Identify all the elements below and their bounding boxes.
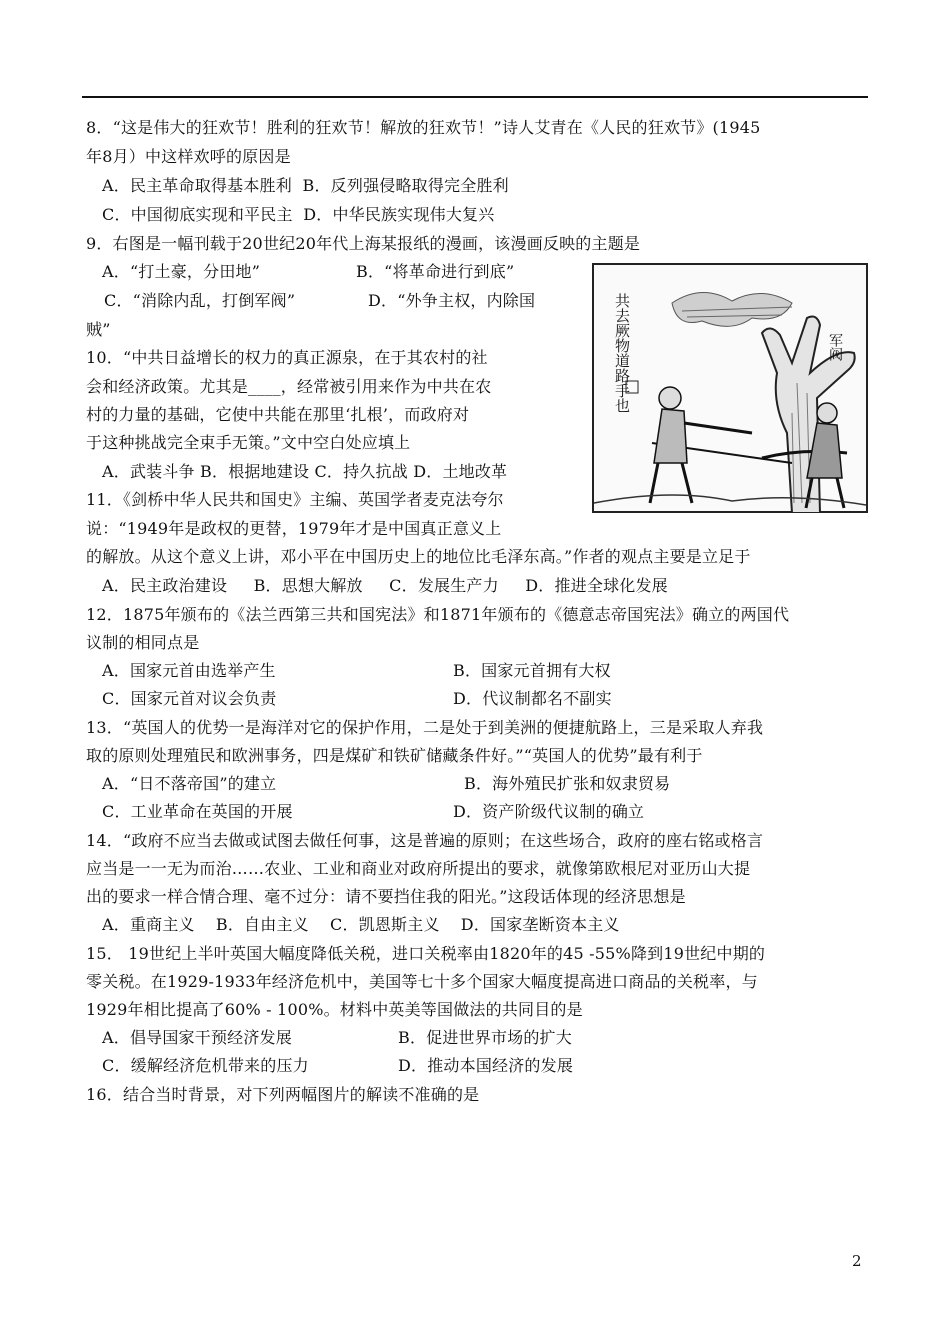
q13-stem-line2: 取的原则处理殖民和欧洲事务，四是煤矿和铁矿储藏条件好。”“英国人的优势”最有利于 [86, 746, 703, 765]
q9-option-b: B．“将革命进行到底” [356, 262, 515, 281]
q10-stem-line2: 会和经济政策。尤其是____，经常被引用来作为中共在农 [86, 377, 492, 396]
q15-stem-line2: 零关税。在1929-1933年经济危机中，美国等七十多个国家大幅度提高进口商品的关税率，与 [86, 972, 758, 991]
q10-stem-line1: 10．“中共日益增长的权力的真正源泉，在于其农村的社 [86, 348, 488, 367]
q8-stem-line2: 年8月）中这样欢呼的原因是 [86, 147, 291, 166]
q13-stem-line1: 13．“英国人的优势一是海洋对它的保护作用，二是处于到美洲的便捷航路上，三是采取人弃我 [86, 718, 764, 737]
q13-option-b: B．海外殖民扩张和奴隶贸易 [464, 774, 671, 793]
q14-options: A．重商主义 B．自由主义 C．凯恩斯主义 D．国家垄断资本主义 [102, 915, 620, 934]
q12-option-a: A．国家元首由选举产生 [102, 661, 276, 680]
q8-options-row2: C．中国彻底实现和平民主 D．中华民族实现伟大复兴 [102, 205, 495, 224]
q9-option-d: D．“外争主权，内除国 [368, 291, 536, 310]
q11-stem-line3: 的解放。从这个意义上讲，邓小平在中国历史上的地位比毛泽东高。”作者的观点主要是立足于 [86, 547, 751, 566]
q11-stem-line2: 说：“1949年是政权的更替，1979年才是中国真正意义上 [86, 519, 502, 538]
q15-stem-line1: 15． 19世纪上半叶英国大幅度降低关税，进口关税率由1820年的45 -55%降到19世纪中期的 [86, 944, 766, 963]
q9-stem: 9．右图是一幅刊载于20世纪20年代上海某报纸的漫画，该漫画反映的主题是 [86, 234, 641, 253]
q15-option-d: D．推动本国经济的发展 [398, 1056, 574, 1075]
q9-option-a: A．“打土豪，分田地” [102, 262, 261, 281]
q10-stem-line3: 村的力量的基础，它使中共能在那里‘扎根’，而政府对 [86, 405, 470, 424]
q11-options: A．民主政治建设 B．思想大解放 C．发展生产力 D．推进全球化发展 [102, 576, 668, 595]
q12-option-c: C．国家元首对议会负责 [102, 689, 277, 708]
q13-option-c: C．工业革命在英国的开展 [102, 802, 293, 821]
q14-stem-line2: 应当是一一无为而治……农业、工业和商业对政府所提出的要求，就像第欧根尼对亚历山大提 [86, 859, 751, 878]
q13-option-d: D．资产阶级代议制的确立 [453, 802, 645, 821]
q14-stem-line3: 出的要求一样合情合理、毫不过分：请不要挡住我的阳光。”这段话体现的经济思想是 [86, 887, 686, 906]
left-figure-head [659, 387, 681, 409]
q14-stem-line1: 14．“政府不应当去做或试图去做任何事，这是普遍的原则；在这些场合，政府的座右铭或格言 [86, 831, 764, 850]
q8-stem-line1: 8．“这是伟大的狂欢节！胜利的狂欢节！解放的狂欢节！”诗人艾青在《人民的狂欢节》(1945 [86, 118, 761, 137]
trunk-label: 军阀 [827, 333, 843, 361]
q15-option-a: A．倡导国家干预经济发展 [102, 1028, 292, 1047]
q15-stem-line3: 1929年相比提高了60% - 100%。材料中英美等国做法的共同目的是 [86, 1000, 583, 1019]
q16-stem: 16．结合当时背景，对下列两幅图片的解读不准确的是 [86, 1085, 480, 1104]
header-rule [82, 96, 868, 98]
q15-option-b: B．促进世界市场的扩大 [398, 1028, 572, 1047]
q11-stem-line1: 11．《剑桥中华人民共和国史》主编、英国学者麦克法夸尔 [86, 490, 504, 509]
q8-options-row1: A．民主革命取得基本胜利 B．反列强侵略取得完全胜利 [102, 176, 509, 195]
q9-option-d-continued: 贼” [86, 320, 111, 339]
right-figure-head [817, 403, 837, 423]
q13-option-a: A．“日不落帝国”的建立 [102, 774, 277, 793]
q15-option-c: C．缓解经济危机带来的压力 [102, 1056, 309, 1075]
q10-stem-line4: 于这种挑战完全束手无策。”文中空白处应填上 [86, 433, 411, 452]
q9-option-c: C．“消除内乱，打倒军阀” [104, 291, 296, 310]
q12-option-b: B．国家元首拥有大权 [453, 661, 611, 680]
warlord-cartoon-illustration [592, 263, 868, 513]
q12-stem-line2: 议制的相同点是 [86, 633, 200, 652]
q10-options: A．武装斗争 B．根据地建设 C．持久抗战 D．土地改革 [102, 462, 508, 481]
cartoon-caption: 共去厥物道路手也 [613, 293, 631, 413]
page-number: 2 [852, 1252, 862, 1270]
q12-stem-line1: 12．1875年颁布的《法兰西第三共和国宪法》和1871年颁布的《德意志帝国宪法》确立的两国代 [86, 605, 790, 624]
q12-option-d: D．代议制都名不副实 [453, 689, 612, 708]
